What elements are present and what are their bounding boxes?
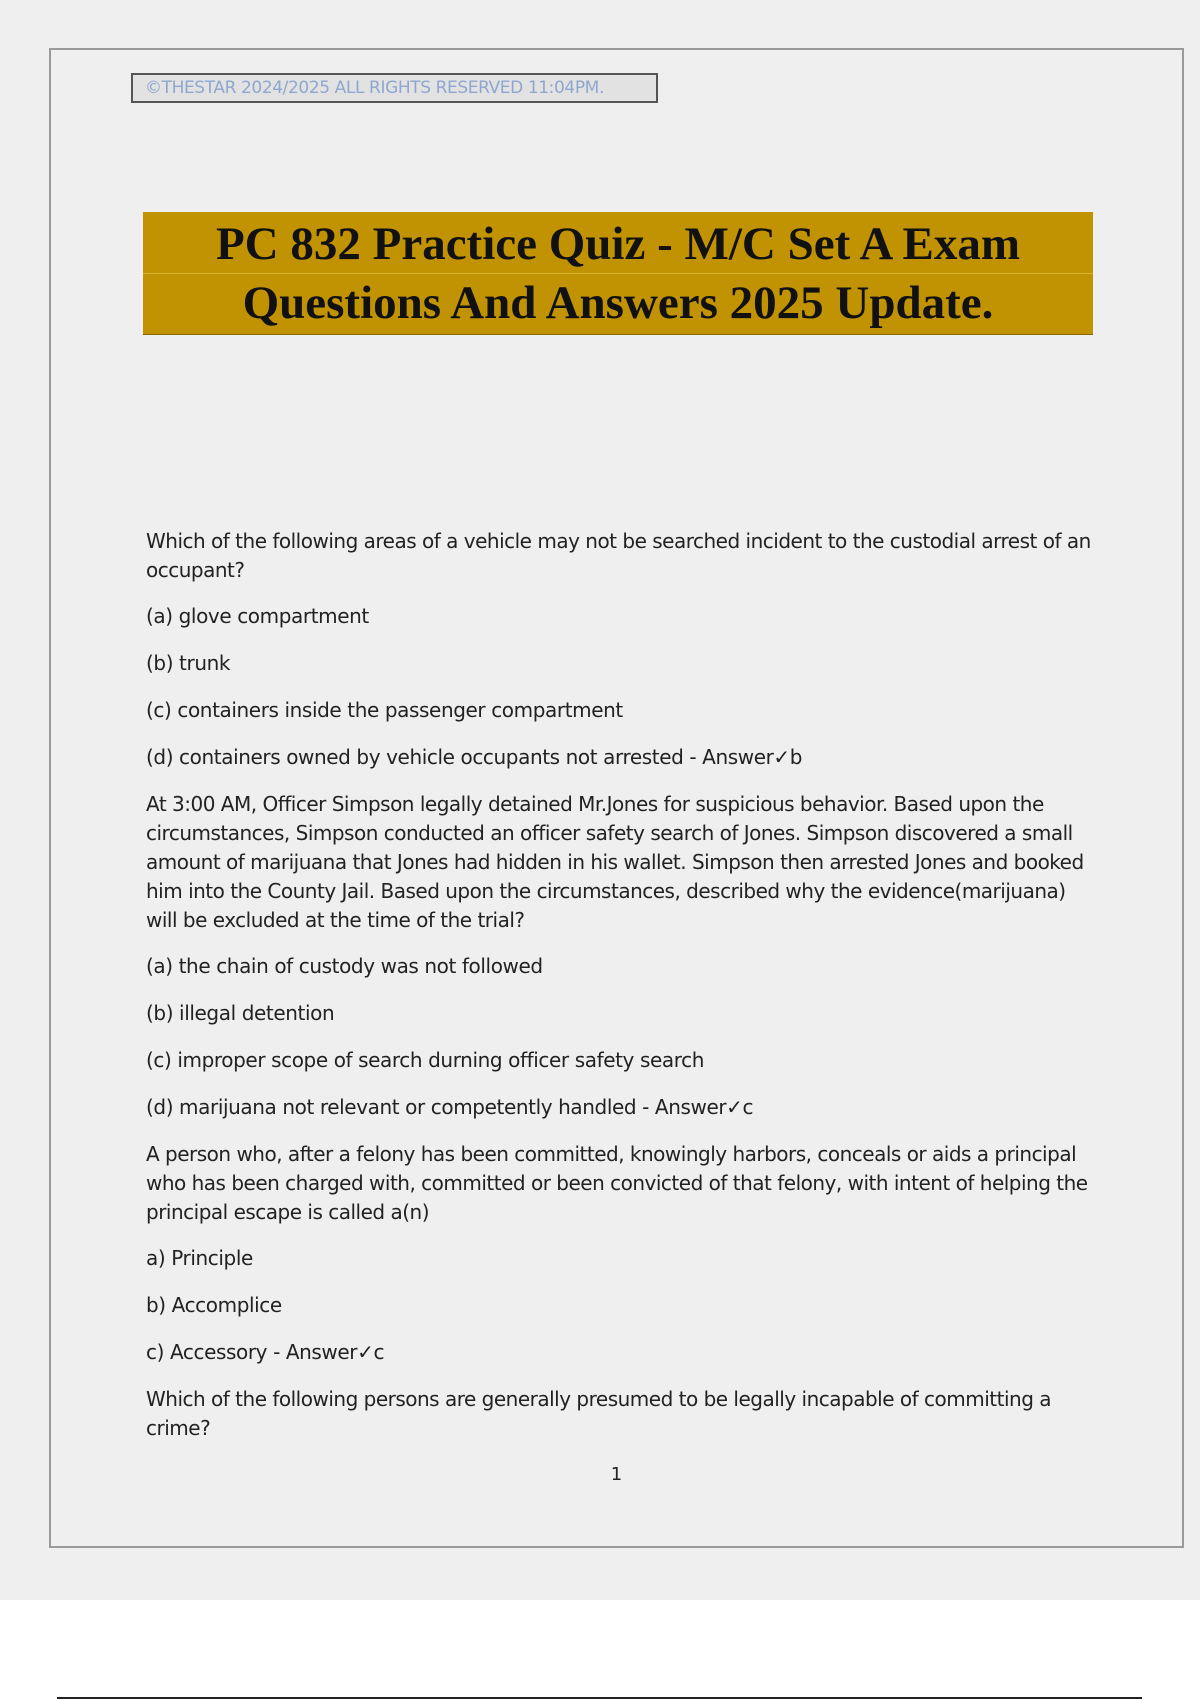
option-2b: (b) illegal detention bbox=[146, 1001, 335, 1025]
option-3a: a) Principle bbox=[146, 1246, 253, 1270]
option-1a: (a) glove compartment bbox=[146, 604, 369, 628]
option-3c-answer: c) Accessory - Answer✓c bbox=[146, 1340, 385, 1364]
option-1d-answer: (d) containers owned by vehicle occupants not arrested - Answer✓b bbox=[146, 745, 803, 769]
question-3: A person who, after a felony has been committed, knowingly harbors, conceals or aids a principal who has been charged with, committed or been convicted of that felony, with intent of helping the principal escape is called a(n) bbox=[146, 1142, 1088, 1224]
question-4: Which of the following persons are generally presumed to be legally incapable of committing a crime? bbox=[146, 1387, 1052, 1440]
title-banner bbox=[143, 212, 1093, 335]
title-line-1: PC 832 Practice Quiz - M/C Set A Exam bbox=[143, 215, 1093, 274]
page-number: 1 bbox=[610, 1464, 623, 1485]
option-3b: b) Accomplice bbox=[146, 1293, 282, 1317]
question-2: At 3:00 AM, Officer Simpson legally detained Mr.Jones for suspicious behavior. Based upon the circumstances, Simpson conducted an officer safety search of Jones. Simpson discovered a small amount of marijuana that Jones had hidden in his wallet. Simpson then arrested Jones and booked him into the County Jail. Based upon the circumstances, described why the evidence(marijuana) will be excluded at the time of the trial? bbox=[146, 792, 1084, 932]
title-line-2: Questions And Answers 2025 Update. bbox=[242, 277, 994, 329]
option-2a: (a) the chain of custody was not followed bbox=[146, 954, 543, 978]
footer-divider bbox=[57, 1697, 1142, 1699]
question-1: Which of the following areas of a vehicle may not be searched incident to the custodial arrest of an occupant? bbox=[146, 529, 1091, 582]
option-1c: (c) containers inside the passenger compartment bbox=[146, 698, 623, 722]
document-page bbox=[49, 48, 1184, 1548]
option-2c: (c) improper scope of search durning officer safety search bbox=[146, 1048, 704, 1072]
questions-list bbox=[146, 527, 1101, 1460]
option-1b: (b) trunk bbox=[146, 651, 231, 675]
option-2d-answer: (d) marijuana not relevant or competently handled - Answer✓c bbox=[146, 1095, 754, 1119]
copyright-banner: ©THESTAR 2024/2025 ALL RIGHTS RESERVED 11:04PM. bbox=[131, 73, 658, 103]
